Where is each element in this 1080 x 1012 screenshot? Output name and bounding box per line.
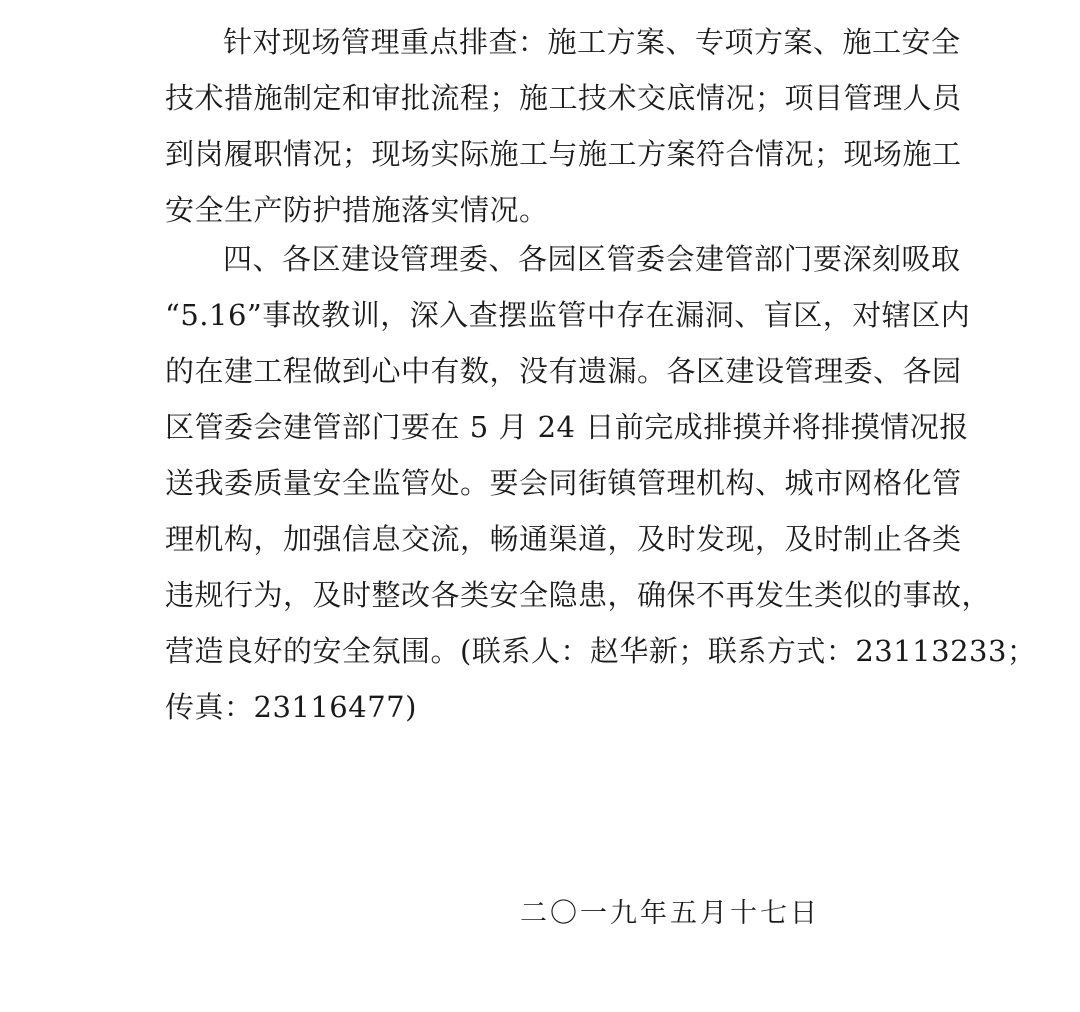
- paragraph-line: 的在建工程做到心中有数，没有遗漏。各区建设管理委、各园: [165, 354, 962, 388]
- paragraph-line: 送我委质量安全监管处。要会同街镇管理机构、城市网格化管: [165, 466, 962, 500]
- paragraph-line: 四、各区建设管理委、各园区管委会建管部门要深刻吸取: [223, 242, 961, 276]
- paragraph-line: “5.16”事故教训，深入查摆监管中存在漏洞、盲区，对辖区内: [165, 298, 971, 332]
- paragraph-line: 针对现场管理重点排查：施工方案、专项方案、施工安全: [223, 25, 961, 59]
- paragraph-section-four: [165, 231, 1037, 735]
- paragraph-line: 到岗履职情况；现场实际施工与施工方案符合情况；现场施工: [165, 137, 962, 171]
- document-date: 二〇一九年五月十七日: [520, 898, 820, 929]
- paragraph-line: 营造良好的安全氛围。(联系人：赵华新；联系方式：23113233；: [165, 634, 1037, 668]
- paragraph-line: 违规行为，及时整改各类安全隐患，确保不再发生类似的事故，: [165, 578, 992, 612]
- paragraph-line: 安全生产防护措施落实情况。: [165, 193, 549, 227]
- paragraph-line: 技术措施制定和审批流程；施工技术交底情况；项目管理人员: [165, 81, 962, 115]
- paragraph-line: 传真：23116477): [165, 690, 417, 724]
- paragraph-line: 理机构，加强信息交流，畅通渠道，及时发现，及时制止各类: [165, 522, 962, 556]
- paragraph-inspection-focus: [165, 14, 962, 238]
- paragraph-line: 区管委会建管部门要在 5 月 24 日前完成排摸并将排摸情况报: [165, 410, 969, 444]
